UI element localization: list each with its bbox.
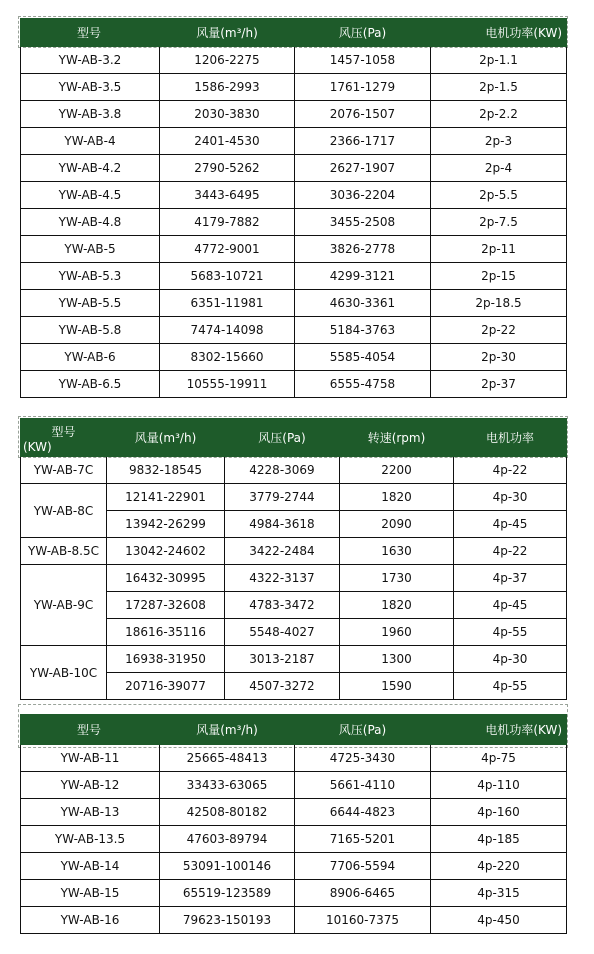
cell-model: YW-AB-10C [21, 646, 107, 700]
cell-motor-power: 4p-450 [431, 907, 567, 934]
table-row [21, 236, 567, 263]
cell-airflow: 20716-39077 [107, 673, 225, 700]
cell-model: YW-AB-5 [21, 236, 160, 263]
table-row [21, 772, 567, 799]
cell-airflow: 1586-2993 [160, 74, 295, 101]
cell-motor-power: 4p-185 [431, 826, 567, 853]
cell-pressure: 4322-3137 [225, 565, 340, 592]
cell-model: YW-AB-8C [21, 484, 107, 538]
cell-speed: 1820 [340, 592, 454, 619]
cell-pressure: 4630-3361 [295, 290, 431, 317]
table-row [21, 799, 567, 826]
table2-header-row [21, 419, 567, 457]
cell-speed: 1590 [340, 673, 454, 700]
cell-pressure: 3422-2484 [225, 538, 340, 565]
header-motor-power: 电机功率 [454, 419, 567, 457]
cell-pressure: 1761-1279 [295, 74, 431, 101]
cell-pressure: 6555-4758 [295, 371, 431, 398]
cell-motor-power: 2p-15 [431, 263, 567, 290]
cell-airflow: 1206-2275 [160, 47, 295, 74]
spec-table-4p-c [20, 418, 567, 700]
cell-airflow: 13042-24602 [107, 538, 225, 565]
table-row [21, 101, 567, 128]
cell-airflow: 9832-18545 [107, 457, 225, 484]
cell-pressure: 3013-2187 [225, 646, 340, 673]
cell-model: YW-AB-15 [21, 880, 160, 907]
cell-speed: 1730 [340, 565, 454, 592]
table-row [21, 880, 567, 907]
cell-airflow: 7474-14098 [160, 317, 295, 344]
cell-airflow: 13942-26299 [107, 511, 225, 538]
table-row [21, 853, 567, 880]
cell-model: YW-AB-5.8 [21, 317, 160, 344]
cell-speed: 2200 [340, 457, 454, 484]
cell-motor-power: 4p-30 [454, 484, 567, 511]
cell-airflow: 25665-48413 [160, 745, 295, 772]
cell-model: YW-AB-8.5C [21, 538, 107, 565]
cell-pressure: 4783-3472 [225, 592, 340, 619]
table-row [21, 565, 567, 592]
header-model-unit: (KW) [23, 440, 52, 454]
cell-model: YW-AB-6 [21, 344, 160, 371]
cell-motor-power: 2p-2.2 [431, 101, 567, 128]
cell-model: YW-AB-14 [21, 853, 160, 880]
cell-motor-power: 4p-37 [454, 565, 567, 592]
cell-motor-power: 4p-22 [454, 457, 567, 484]
table-row [21, 182, 567, 209]
cell-speed: 1960 [340, 619, 454, 646]
cell-pressure: 4299-3121 [295, 263, 431, 290]
cell-airflow: 16938-31950 [107, 646, 225, 673]
cell-pressure: 2076-1507 [295, 101, 431, 128]
cell-airflow: 8302-15660 [160, 344, 295, 371]
cell-airflow: 2030-3830 [160, 101, 295, 128]
cell-motor-power: 4p-45 [454, 511, 567, 538]
cell-model: YW-AB-3.8 [21, 101, 160, 128]
header-airflow: 风量(m³/h) [107, 419, 225, 457]
header-motor-power: 电机功率(KW) [431, 19, 567, 47]
cell-airflow: 33433-63065 [160, 772, 295, 799]
cell-airflow: 12141-22901 [107, 484, 225, 511]
table-row [21, 263, 567, 290]
cell-speed: 1300 [340, 646, 454, 673]
cell-airflow: 4772-9001 [160, 236, 295, 263]
cell-motor-power: 2p-30 [431, 344, 567, 371]
table3-header-row [21, 715, 567, 745]
cell-airflow: 3443-6495 [160, 182, 295, 209]
cell-pressure: 4984-3618 [225, 511, 340, 538]
cell-model: YW-AB-4.8 [21, 209, 160, 236]
cell-model: YW-AB-13.5 [21, 826, 160, 853]
cell-motor-power: 4p-45 [454, 592, 567, 619]
spec-table-2p [20, 18, 567, 398]
header-pressure: 风压(Pa) [295, 715, 431, 745]
header-model-label: 型号 [51, 425, 76, 439]
table-row [21, 290, 567, 317]
cell-airflow: 47603-89794 [160, 826, 295, 853]
header-motor-power: 电机功率(KW) [431, 715, 567, 745]
cell-motor-power: 4p-315 [431, 880, 567, 907]
table-row [21, 317, 567, 344]
cell-airflow: 10555-19911 [160, 371, 295, 398]
cell-airflow: 18616-35116 [107, 619, 225, 646]
table-row [21, 538, 567, 565]
cell-motor-power: 4p-75 [431, 745, 567, 772]
cell-pressure: 8906-6465 [295, 880, 431, 907]
cell-motor-power: 2p-7.5 [431, 209, 567, 236]
cell-pressure: 4725-3430 [295, 745, 431, 772]
cell-motor-power: 2p-1.5 [431, 74, 567, 101]
cell-pressure: 2366-1717 [295, 128, 431, 155]
cell-model: YW-AB-9C [21, 565, 107, 646]
cell-speed: 2090 [340, 511, 454, 538]
table-row [21, 47, 567, 74]
table-row [21, 907, 567, 934]
header-model: 型号 [21, 19, 160, 47]
cell-model: YW-AB-16 [21, 907, 160, 934]
cell-model: YW-AB-4.5 [21, 182, 160, 209]
table1-header-row [21, 19, 567, 47]
cell-model: YW-AB-6.5 [21, 371, 160, 398]
table-row [21, 344, 567, 371]
cell-pressure: 6644-4823 [295, 799, 431, 826]
cell-airflow: 5683-10721 [160, 263, 295, 290]
cell-motor-power: 2p-1.1 [431, 47, 567, 74]
header-pressure: 风压(Pa) [225, 419, 340, 457]
cell-airflow: 17287-32608 [107, 592, 225, 619]
cell-airflow: 53091-100146 [160, 853, 295, 880]
cell-motor-power: 2p-22 [431, 317, 567, 344]
cell-pressure: 7165-5201 [295, 826, 431, 853]
cell-model: YW-AB-13 [21, 799, 160, 826]
cell-motor-power: 2p-5.5 [431, 182, 567, 209]
header-pressure: 风压(Pa) [295, 19, 431, 47]
cell-model: YW-AB-11 [21, 745, 160, 772]
cell-model: YW-AB-3.5 [21, 74, 160, 101]
table-row [21, 457, 567, 484]
table-row [21, 74, 567, 101]
header-speed: 转速(rpm) [340, 419, 454, 457]
cell-pressure: 3826-2778 [295, 236, 431, 263]
cell-airflow: 6351-11981 [160, 290, 295, 317]
cell-motor-power: 4p-55 [454, 619, 567, 646]
cell-speed: 1630 [340, 538, 454, 565]
header-airflow: 风量(m³/h) [160, 19, 295, 47]
cell-airflow: 16432-30995 [107, 565, 225, 592]
cell-motor-power: 4p-30 [454, 646, 567, 673]
cell-airflow: 42508-80182 [160, 799, 295, 826]
cell-pressure: 5585-4054 [295, 344, 431, 371]
cell-motor-power: 2p-4 [431, 155, 567, 182]
cell-model: YW-AB-5.5 [21, 290, 160, 317]
cell-pressure: 7706-5594 [295, 853, 431, 880]
cell-pressure: 3455-2508 [295, 209, 431, 236]
cell-airflow: 65519-123589 [160, 880, 295, 907]
table-row [21, 826, 567, 853]
cell-motor-power: 2p-37 [431, 371, 567, 398]
cell-model: YW-AB-7C [21, 457, 107, 484]
cell-pressure: 3036-2204 [295, 182, 431, 209]
cell-speed: 1820 [340, 484, 454, 511]
cell-model: YW-AB-3.2 [21, 47, 160, 74]
cell-pressure: 4507-3272 [225, 673, 340, 700]
cell-airflow: 2401-4530 [160, 128, 295, 155]
cell-pressure: 5661-4110 [295, 772, 431, 799]
cell-pressure: 2627-1907 [295, 155, 431, 182]
table-row [21, 646, 567, 673]
cell-pressure: 1457-1058 [295, 47, 431, 74]
cell-pressure: 4228-3069 [225, 457, 340, 484]
cell-pressure: 5184-3763 [295, 317, 431, 344]
cell-motor-power: 2p-18.5 [431, 290, 567, 317]
cell-motor-power: 2p-11 [431, 236, 567, 263]
table-row [21, 745, 567, 772]
table-row [21, 128, 567, 155]
cell-motor-power: 4p-220 [431, 853, 567, 880]
cell-motor-power: 4p-160 [431, 799, 567, 826]
cell-pressure: 10160-7375 [295, 907, 431, 934]
table-row [21, 371, 567, 398]
cell-motor-power: 4p-22 [454, 538, 567, 565]
cell-model: YW-AB-4.2 [21, 155, 160, 182]
cell-pressure: 3779-2744 [225, 484, 340, 511]
spec-table-4p-large [20, 714, 567, 934]
cell-airflow: 2790-5262 [160, 155, 295, 182]
cell-motor-power: 4p-55 [454, 673, 567, 700]
cell-airflow: 79623-150193 [160, 907, 295, 934]
table-row [21, 209, 567, 236]
cell-pressure: 5548-4027 [225, 619, 340, 646]
table-row [21, 484, 567, 511]
cell-model: YW-AB-12 [21, 772, 160, 799]
cell-motor-power: 4p-110 [431, 772, 567, 799]
table-row [21, 155, 567, 182]
header-model: 型号 [21, 715, 160, 745]
header-model [21, 419, 107, 457]
cell-airflow: 4179-7882 [160, 209, 295, 236]
cell-motor-power: 2p-3 [431, 128, 567, 155]
cell-model: YW-AB-4 [21, 128, 160, 155]
header-airflow: 风量(m³/h) [160, 715, 295, 745]
cell-model: YW-AB-5.3 [21, 263, 160, 290]
